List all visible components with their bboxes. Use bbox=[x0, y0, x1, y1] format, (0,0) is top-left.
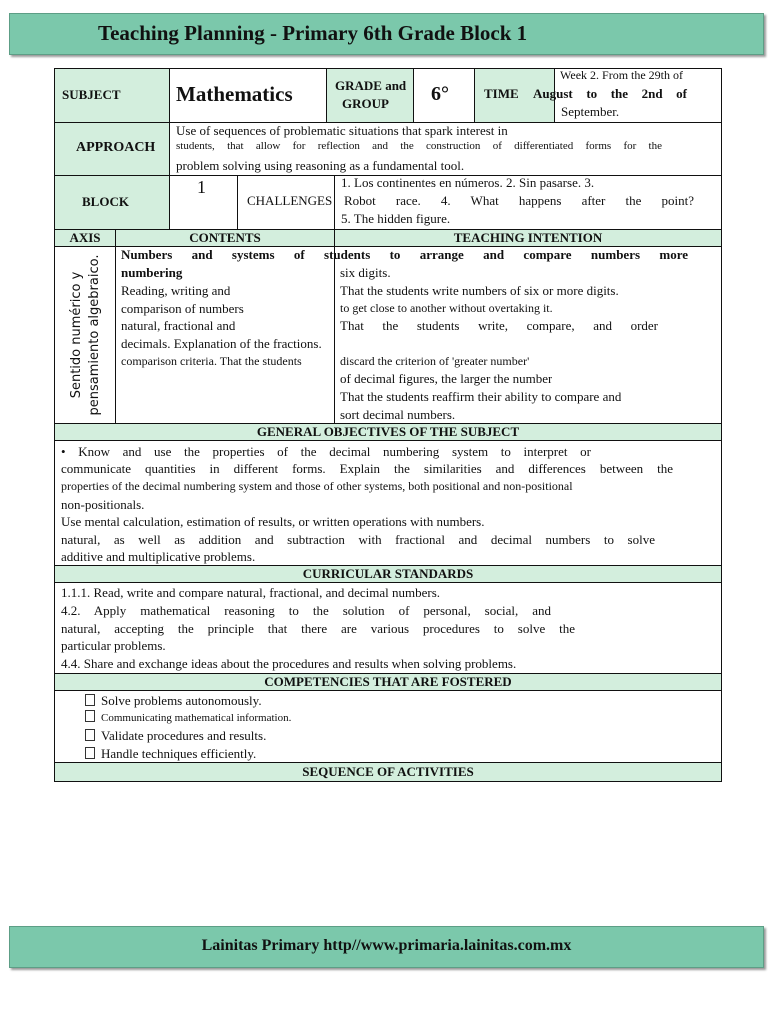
intention-line: That the students write, compare, and order bbox=[340, 318, 658, 333]
time-line3: September. bbox=[561, 104, 620, 119]
standards-cell bbox=[54, 582, 722, 674]
sequence-header bbox=[54, 762, 722, 782]
time-line1: Week 2. From the 29th of bbox=[560, 68, 684, 82]
objectives-line: communicate quantities in different forms. Explain the similarities and differences between the bbox=[61, 461, 673, 476]
bullet-box-icon bbox=[85, 729, 95, 741]
axis-header bbox=[54, 229, 116, 247]
standards-line: 4.4. Share and exchange ideas about the procedures and results when solving problems. bbox=[61, 656, 517, 671]
bullet-box-icon bbox=[85, 710, 95, 722]
block-label-cell bbox=[54, 175, 170, 230]
objectives-line: additive and multiplicative problems. bbox=[61, 549, 256, 564]
intention-header bbox=[334, 229, 722, 247]
challenges-label: CHALLENGES bbox=[247, 193, 333, 208]
grade-label-cell bbox=[326, 68, 414, 123]
approach-line1: Use of sequences of problematic situations that spark interest in bbox=[176, 123, 508, 138]
competency-item: Handle techniques efficiently. bbox=[85, 745, 256, 763]
axis-cell bbox=[54, 246, 116, 424]
intention-line: discard the criterion of 'greater number' bbox=[340, 354, 530, 368]
header-banner bbox=[9, 13, 764, 55]
subject-label: SUBJECT bbox=[62, 87, 121, 102]
approach-label: APPROACH bbox=[76, 140, 156, 155]
contents-line: natural, fractional and bbox=[121, 318, 236, 333]
contents-label: CONTENTS bbox=[189, 230, 261, 245]
grade-label-line2: GROUP bbox=[342, 96, 389, 111]
intention-line: six digits. bbox=[340, 265, 391, 280]
subject-label-cell bbox=[54, 68, 170, 123]
intention-label: TEACHING INTENTION bbox=[453, 230, 603, 245]
standards-title: CURRICULAR STANDARDS bbox=[302, 566, 474, 581]
subject-value-cell bbox=[169, 68, 327, 123]
standards-line: natural, accepting the principle that there are various procedures to solve the bbox=[61, 621, 575, 636]
competency-item: Validate procedures and results. bbox=[85, 727, 266, 745]
competency-item: Solve problems autonomously. bbox=[85, 692, 262, 710]
objectives-line: natural, as well as addition and subtraction with fractional and decimal numbers to solve bbox=[61, 532, 655, 547]
block-value: 1 bbox=[197, 177, 206, 197]
approach-label-cell bbox=[54, 122, 170, 176]
competencies-title: COMPETENCIES THAT ARE FOSTERED bbox=[264, 674, 512, 689]
contents-bold-line1: Numbers and systems of students to arrange and compare numbers more bbox=[121, 247, 688, 262]
bullet-box-icon bbox=[85, 694, 95, 706]
block-value-cell bbox=[169, 175, 238, 230]
intention-line: to get close to another without overtaking it. bbox=[340, 301, 553, 315]
axis-vertical-line1: Sentido numérico y bbox=[69, 271, 84, 399]
grade-value-cell bbox=[413, 68, 475, 123]
footer-banner bbox=[9, 926, 764, 968]
competencies-header bbox=[54, 673, 722, 691]
time-label: TIME bbox=[484, 86, 519, 101]
contents-line: Reading, writing and bbox=[121, 283, 231, 298]
challenges-line3: 5. The hidden figure. bbox=[341, 211, 451, 226]
approach-text-cell bbox=[169, 122, 722, 176]
objectives-cell bbox=[54, 440, 722, 566]
standards-line: 1.1.1. Read, write and compare natural, fractional, and decimal numbers. bbox=[61, 585, 441, 600]
footer-text: Lainitas Primary http//www.primaria.lainitas.com.mx bbox=[201, 937, 572, 954]
grade-value: 6° bbox=[431, 83, 449, 105]
intention-line: of decimal figures, the larger the number bbox=[340, 371, 553, 386]
intention-line: That the students write numbers of six or more digits. bbox=[340, 283, 619, 298]
approach-line2: students, that allow for reflection and the construction of differentiated forms for the bbox=[176, 140, 662, 152]
challenges-line2: Robot race. 4. What happens after the point? bbox=[344, 193, 694, 208]
objectives-header bbox=[54, 423, 722, 441]
axis-vertical-line2: pensamiento algebraico. bbox=[87, 254, 102, 416]
standards-header bbox=[54, 565, 722, 583]
bullet-box-icon bbox=[85, 747, 95, 759]
axis-label: AXIS bbox=[69, 230, 101, 245]
block-label: BLOCK bbox=[82, 194, 129, 209]
approach-line3: problem solving using reasoning as a fundamental tool. bbox=[176, 158, 465, 173]
contents-bold-line2: numbering bbox=[121, 265, 183, 280]
contents-line: comparison criteria. That the students bbox=[121, 354, 302, 368]
intention-line: That the students reaffirm their ability to compare and bbox=[340, 389, 622, 404]
challenges-line1: 1. Los continentes en números. 2. Sin pasarse. 3. bbox=[341, 175, 595, 190]
sequence-title: SEQUENCE OF ACTIVITIES bbox=[302, 764, 474, 779]
page-title: Teaching Planning - Primary 6th Grade Block 1 bbox=[98, 21, 528, 45]
intention-line: sort decimal numbers. bbox=[340, 407, 456, 422]
axis-vertical-text bbox=[68, 250, 104, 420]
contents-line: comparison of numbers bbox=[121, 301, 244, 316]
standards-line: 4.2. Apply mathematical reasoning to the solution of personal, social, and bbox=[61, 603, 551, 618]
objectives-line: Use mental calculation, estimation of results, or written operations with numbers. bbox=[61, 514, 485, 529]
contents-header bbox=[115, 229, 335, 247]
standards-line: particular problems. bbox=[61, 638, 166, 653]
objectives-line: non-positionals. bbox=[61, 497, 145, 512]
competency-item: Communicating mathematical information. bbox=[85, 710, 291, 728]
grade-label-line1: GRADE and bbox=[335, 78, 407, 93]
subject-value: Mathematics bbox=[176, 82, 293, 106]
objectives-line: properties of the decimal numbering system and those of other systems, both positional and non-positional bbox=[61, 479, 573, 493]
time-line2: August to the 2nd of bbox=[533, 86, 687, 101]
competencies-cell bbox=[54, 690, 722, 763]
objectives-title: GENERAL OBJECTIVES OF THE SUBJECT bbox=[256, 424, 520, 439]
objectives-line: • Know and use the properties of the decimal numbering system to interpret or bbox=[61, 444, 591, 459]
contents-line: decimals. Explanation of the fractions. bbox=[121, 336, 322, 351]
